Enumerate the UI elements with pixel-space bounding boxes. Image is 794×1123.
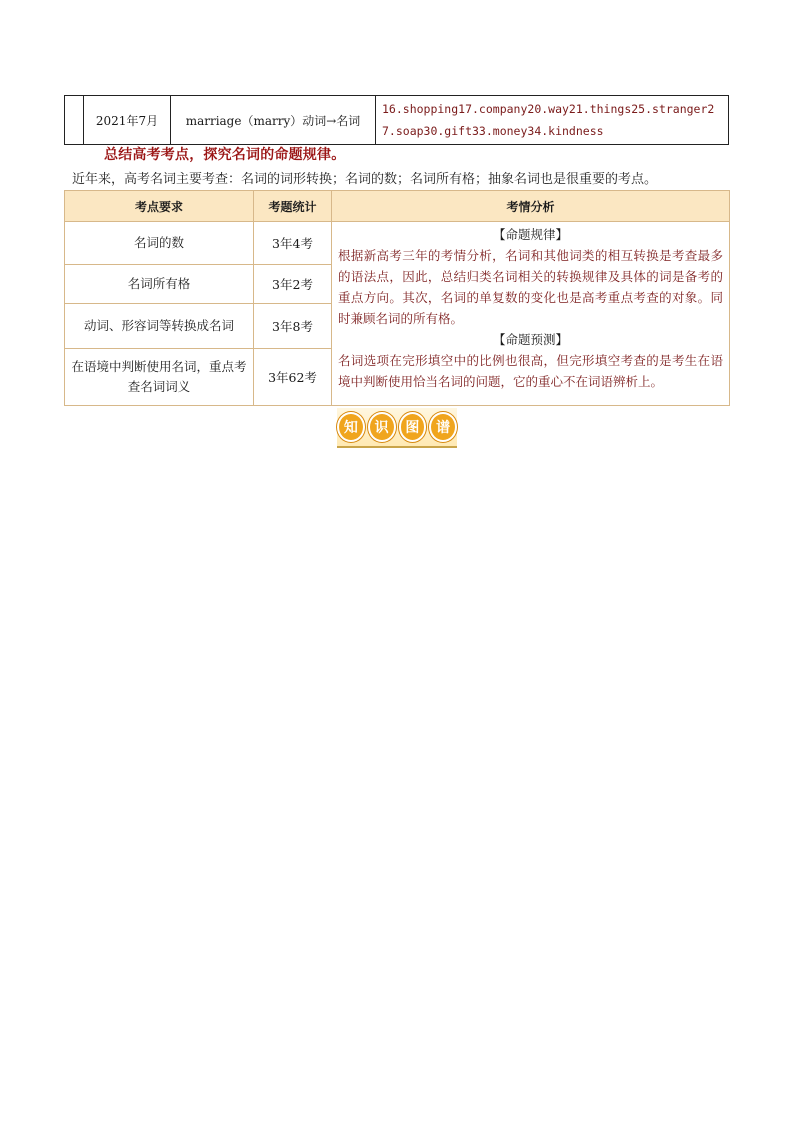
badge-char: 图 <box>399 412 427 442</box>
rule-text: 根据新高考三年的考情分析，名词和其他词类的相互转换是考查最多的语法点，因此，总结归类名词相关的转换规律及具体的词是备考的重点方向。其次，名词的单复数的变化也是高考重点考查的对象。同时兼顾名词的所有格。 <box>338 248 723 326</box>
req-cell: 名词的数 <box>65 222 254 265</box>
rule-title: 【命题规律】 <box>492 227 568 242</box>
knowledge-map-badge <box>337 408 457 448</box>
badge-char: 谱 <box>429 412 457 442</box>
req-cell: 在语境中判断使用名词，重点考查名词词义 <box>65 349 254 406</box>
exam-date: 2021年7月 <box>84 96 171 145</box>
table-row <box>65 96 729 145</box>
req-cell: 动词、形容词等转换成名词 <box>65 304 254 349</box>
table-header-row <box>65 191 730 222</box>
intro-text: 近年来，高考名词主要考查：名词的词形转换；名词的数；名词所有格；抽象名词也是很重要的考点。 <box>72 172 658 187</box>
exam-answers: 16.shopping17.company20.way21.things25.stranger27.soap30.gift33.money34.kindness <box>376 96 729 145</box>
badge-char: 识 <box>368 412 396 442</box>
exam-record-table <box>64 95 729 145</box>
table-row <box>65 222 730 265</box>
empty-cell <box>65 96 84 145</box>
stat-cell: 3年8考 <box>254 304 332 349</box>
section-heading: 总结高考考点，探究名词的命题规律。 <box>104 147 346 163</box>
header-req: 考点要求 <box>65 191 254 222</box>
predict-title: 【命题预测】 <box>492 332 568 347</box>
badge-char: 知 <box>337 412 365 442</box>
stat-cell: 3年4考 <box>254 222 332 265</box>
req-cell: 名词所有格 <box>65 265 254 304</box>
header-stat: 考题统计 <box>254 191 332 222</box>
analysis-table <box>64 190 730 406</box>
exam-item: marriage（marry）动词→名词 <box>171 96 376 145</box>
analysis-cell <box>332 222 730 406</box>
header-analysis: 考情分析 <box>332 191 730 222</box>
stat-cell: 3年2考 <box>254 265 332 304</box>
stat-cell: 3年62考 <box>254 349 332 406</box>
predict-text: 名词选项在完形填空中的比例也很高，但完形填空考查的是考生在语境中判断使用恰当名词的问题，它的重心不在词语辨析上。 <box>338 353 723 389</box>
